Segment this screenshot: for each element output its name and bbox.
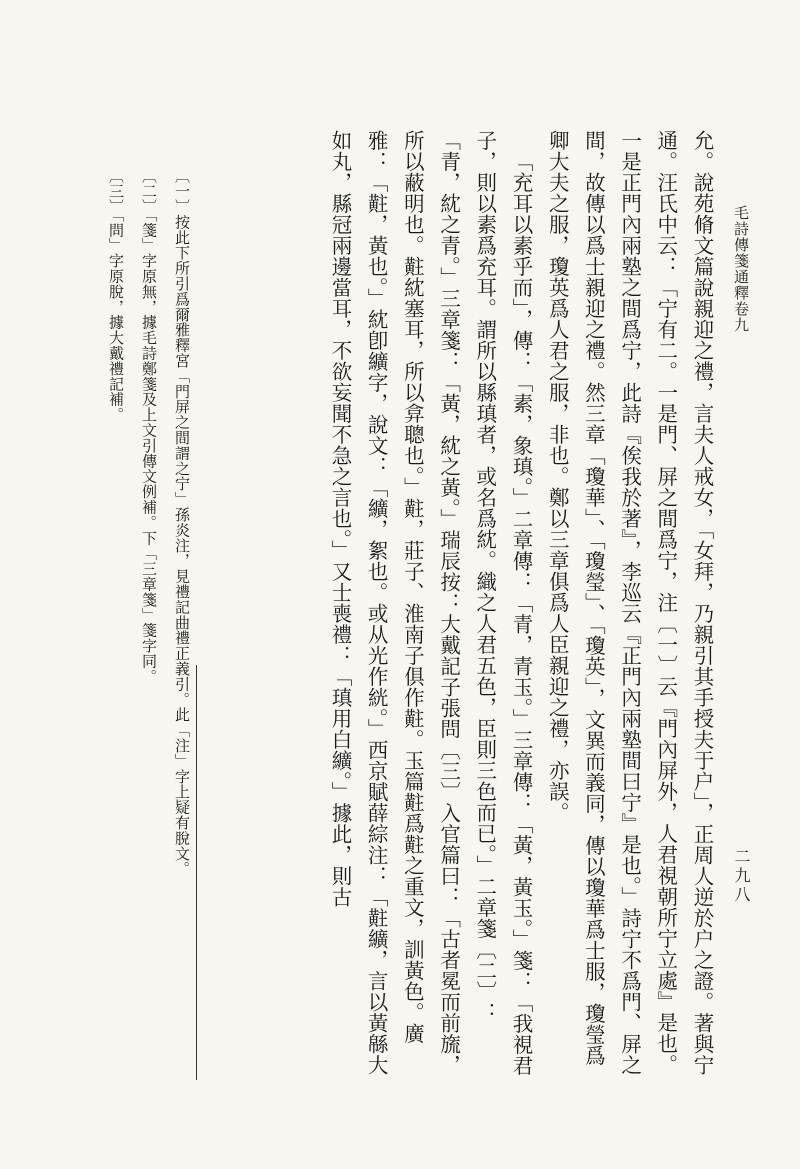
running-title: 毛詩傳箋通釋卷九 [732, 205, 750, 333]
paragraph-2: 「充耳以素乎而」，傳：「素，象瑱。」二章傳：「青，青玉。」三章傳：「黃，黃玉。」箋：「我視君子，則以素爲充耳。謂所以縣瑱者，或名爲紞。織之人君五色，臣則三色而已。」二章箋〔二〕：「青，紞之青。」三章箋：「黃，紞之黃。」瑞辰按：大戴記子張問〔三〕入官篇曰：「古者冕而前旒，所以蔽明也。黈紞塞耳，所以弇聰也。」黈，莊子、淮南子俱作黈。玉篇黈爲黈之重文，訓黃色。廣雅：「黈，黃也。」紞卽纊字，說文：「纊，絮也。或从光作絖。」西京賦薛綜注：「黈纊，言以黃緜大如丸，縣冠兩邊當耳，不欲妄聞不急之言也。」又士喪禮：「瑱用白纊。」據此，則古 [327, 130, 533, 1076]
page-number: 二九八 [732, 848, 751, 905]
footnotes [98, 168, 198, 968]
footnote-1: 〔一〕按此下所引爲爾雅釋宮「門屏之間謂之宁」孫炎注，見禮記曲禮正義引。此「注」字上疑有脫文。 [173, 168, 191, 877]
paragraph-1: 允。說苑脩文篇說親迎之禮，言夫人戒女，「女拜，乃親引其手授夫于户」，正周人逆於户之證。著與宁通。汪氏中云：「宁有二。一是門、屏之間爲宁，注〔一〕云『門內屏外，人君視朝所宁立處』是也。一是正門內兩塾之間爲宁，此詩『俟我於著』，李巡云『正門內兩塾間曰宁』是也。」詩宁不爲門、屏之間，故傳以爲士親迎之禮。然三章「瓊華」、「瓊瑩」、「瓊英」，文異而義同，傳以瓊華爲士服，瓊瑩爲卿大夫之服，瓊英爲人君之服，非也。鄭以三章俱爲人臣親迎之禮，亦誤。 [545, 130, 714, 1076]
footnote-2: 〔二〕「箋」字原無，據毛詩鄭箋及上文引傳文例補。下「三章箋」箋字同。 [140, 168, 158, 685]
footnote-3: 〔三〕「問」字原脫，據大戴禮記補。 [107, 168, 125, 423]
main-text [212, 130, 720, 1080]
